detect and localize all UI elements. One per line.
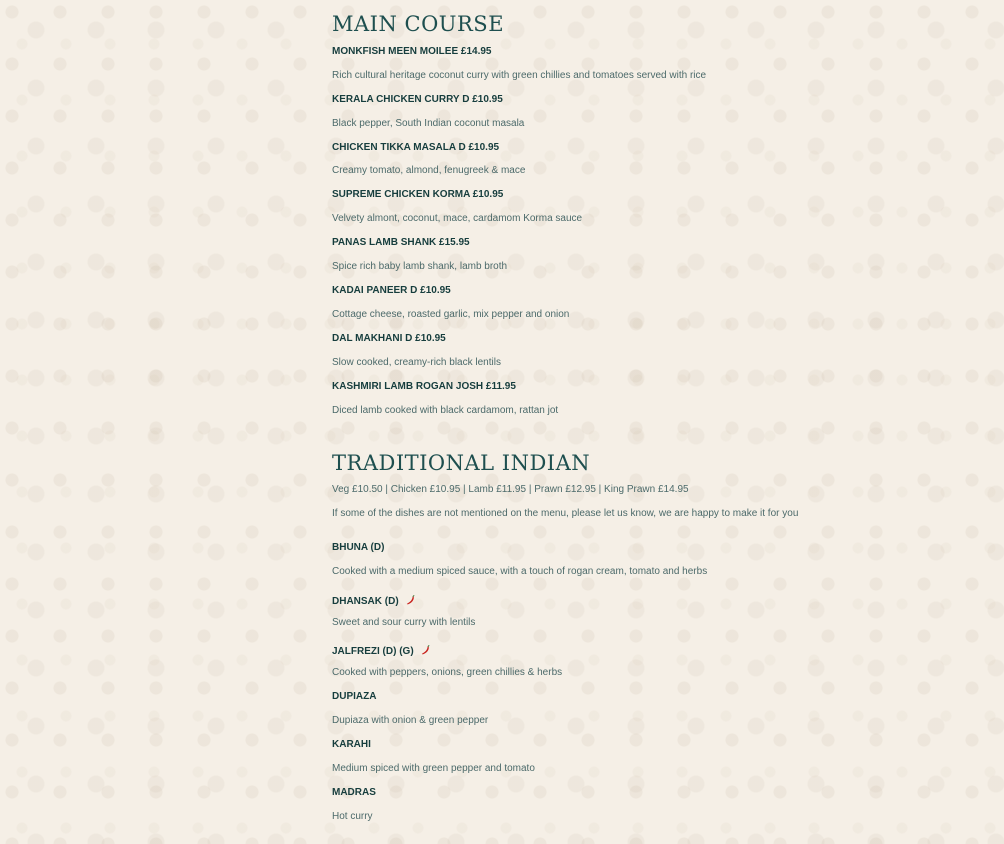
menu-item-desc: Rich cultural heritage coconut curry with green chillies and tomatoes served with rice [332,70,707,81]
menu-item-desc: Sweet and sour curry with lentils [332,617,476,628]
menu-item-name: MONKFISH MEEN MOILEE £14.95 [332,46,492,57]
menu-item-desc: Medium spiced with green pepper and tomato [332,763,535,774]
menu-item-name: KARAHI [332,739,371,750]
menu-item-name: DAL MAKHANI D £10.95 [332,333,446,344]
menu-item-desc: Creamy tomato, almond, fenugreek & mace [332,165,526,176]
menu-item-name: DUPIAZA [332,691,377,702]
menu-item-desc: Slow cooked, creamy-rich black lentils [332,357,501,368]
menu-item-desc: Cooked with a medium spiced sauce, with a touch of rogan cream, tomato and herbs [332,566,708,577]
menu-item-desc: Spice rich baby lamb shank, lamb broth [332,261,508,272]
main-course-title: MAIN COURSE [332,12,505,36]
menu-item-desc: Dupiaza with onion & green pepper [332,715,489,726]
menu-item-name: KERALA CHICKEN CURRY D £10.95 [332,94,503,105]
menu-item-heading [332,641,430,659]
menu-item-name: BHUNA (D) [332,542,385,553]
menu-item-name: MADRAS [332,787,376,798]
menu-item-desc: Hot curry [332,811,373,822]
traditional-indian-title: TRADITIONAL INDIAN [332,451,591,475]
menu-item-desc: Cottage cheese, roasted garlic, mix pepper and onion [332,309,570,320]
menu-item-name: SUPREME CHICKEN KORMA £10.95 [332,189,504,200]
menu-item-name: KASHMIRI LAMB ROGAN JOSH £11.95 [332,381,516,392]
menu-item-desc: Black pepper, South Indian coconut masala [332,118,525,129]
menu-item-desc: Velvety almont, coconut, mace, cardamom Korma sauce [332,213,583,224]
chili-icon [405,595,415,605]
menu-item-desc: Diced lamb cooked with black cardamom, rattan jot [332,405,559,416]
menu-note: If some of the dishes are not mentioned on the menu, please let us know, we are happy to make it for you [332,508,799,519]
menu-item-desc: Cooked with peppers, onions, green chillies & herbs [332,667,563,678]
menu-item-name: KADAI PANEER D £10.95 [332,285,451,296]
menu-item-heading [332,591,415,609]
menu-item-name: CHICKEN TIKKA MASALA D £10.95 [332,142,500,153]
menu-item-name: PANAS LAMB SHANK £15.95 [332,237,470,248]
menu-item-name: JALFREZI (D) (G) [332,646,414,657]
chili-icon [420,645,430,655]
menu-item-name: DHANSAK (D) [332,596,399,607]
price-list: Veg £10.50 | Chicken £10.95 | Lamb £11.95 | Prawn £12.95 | King Prawn £14.95 [332,484,689,495]
